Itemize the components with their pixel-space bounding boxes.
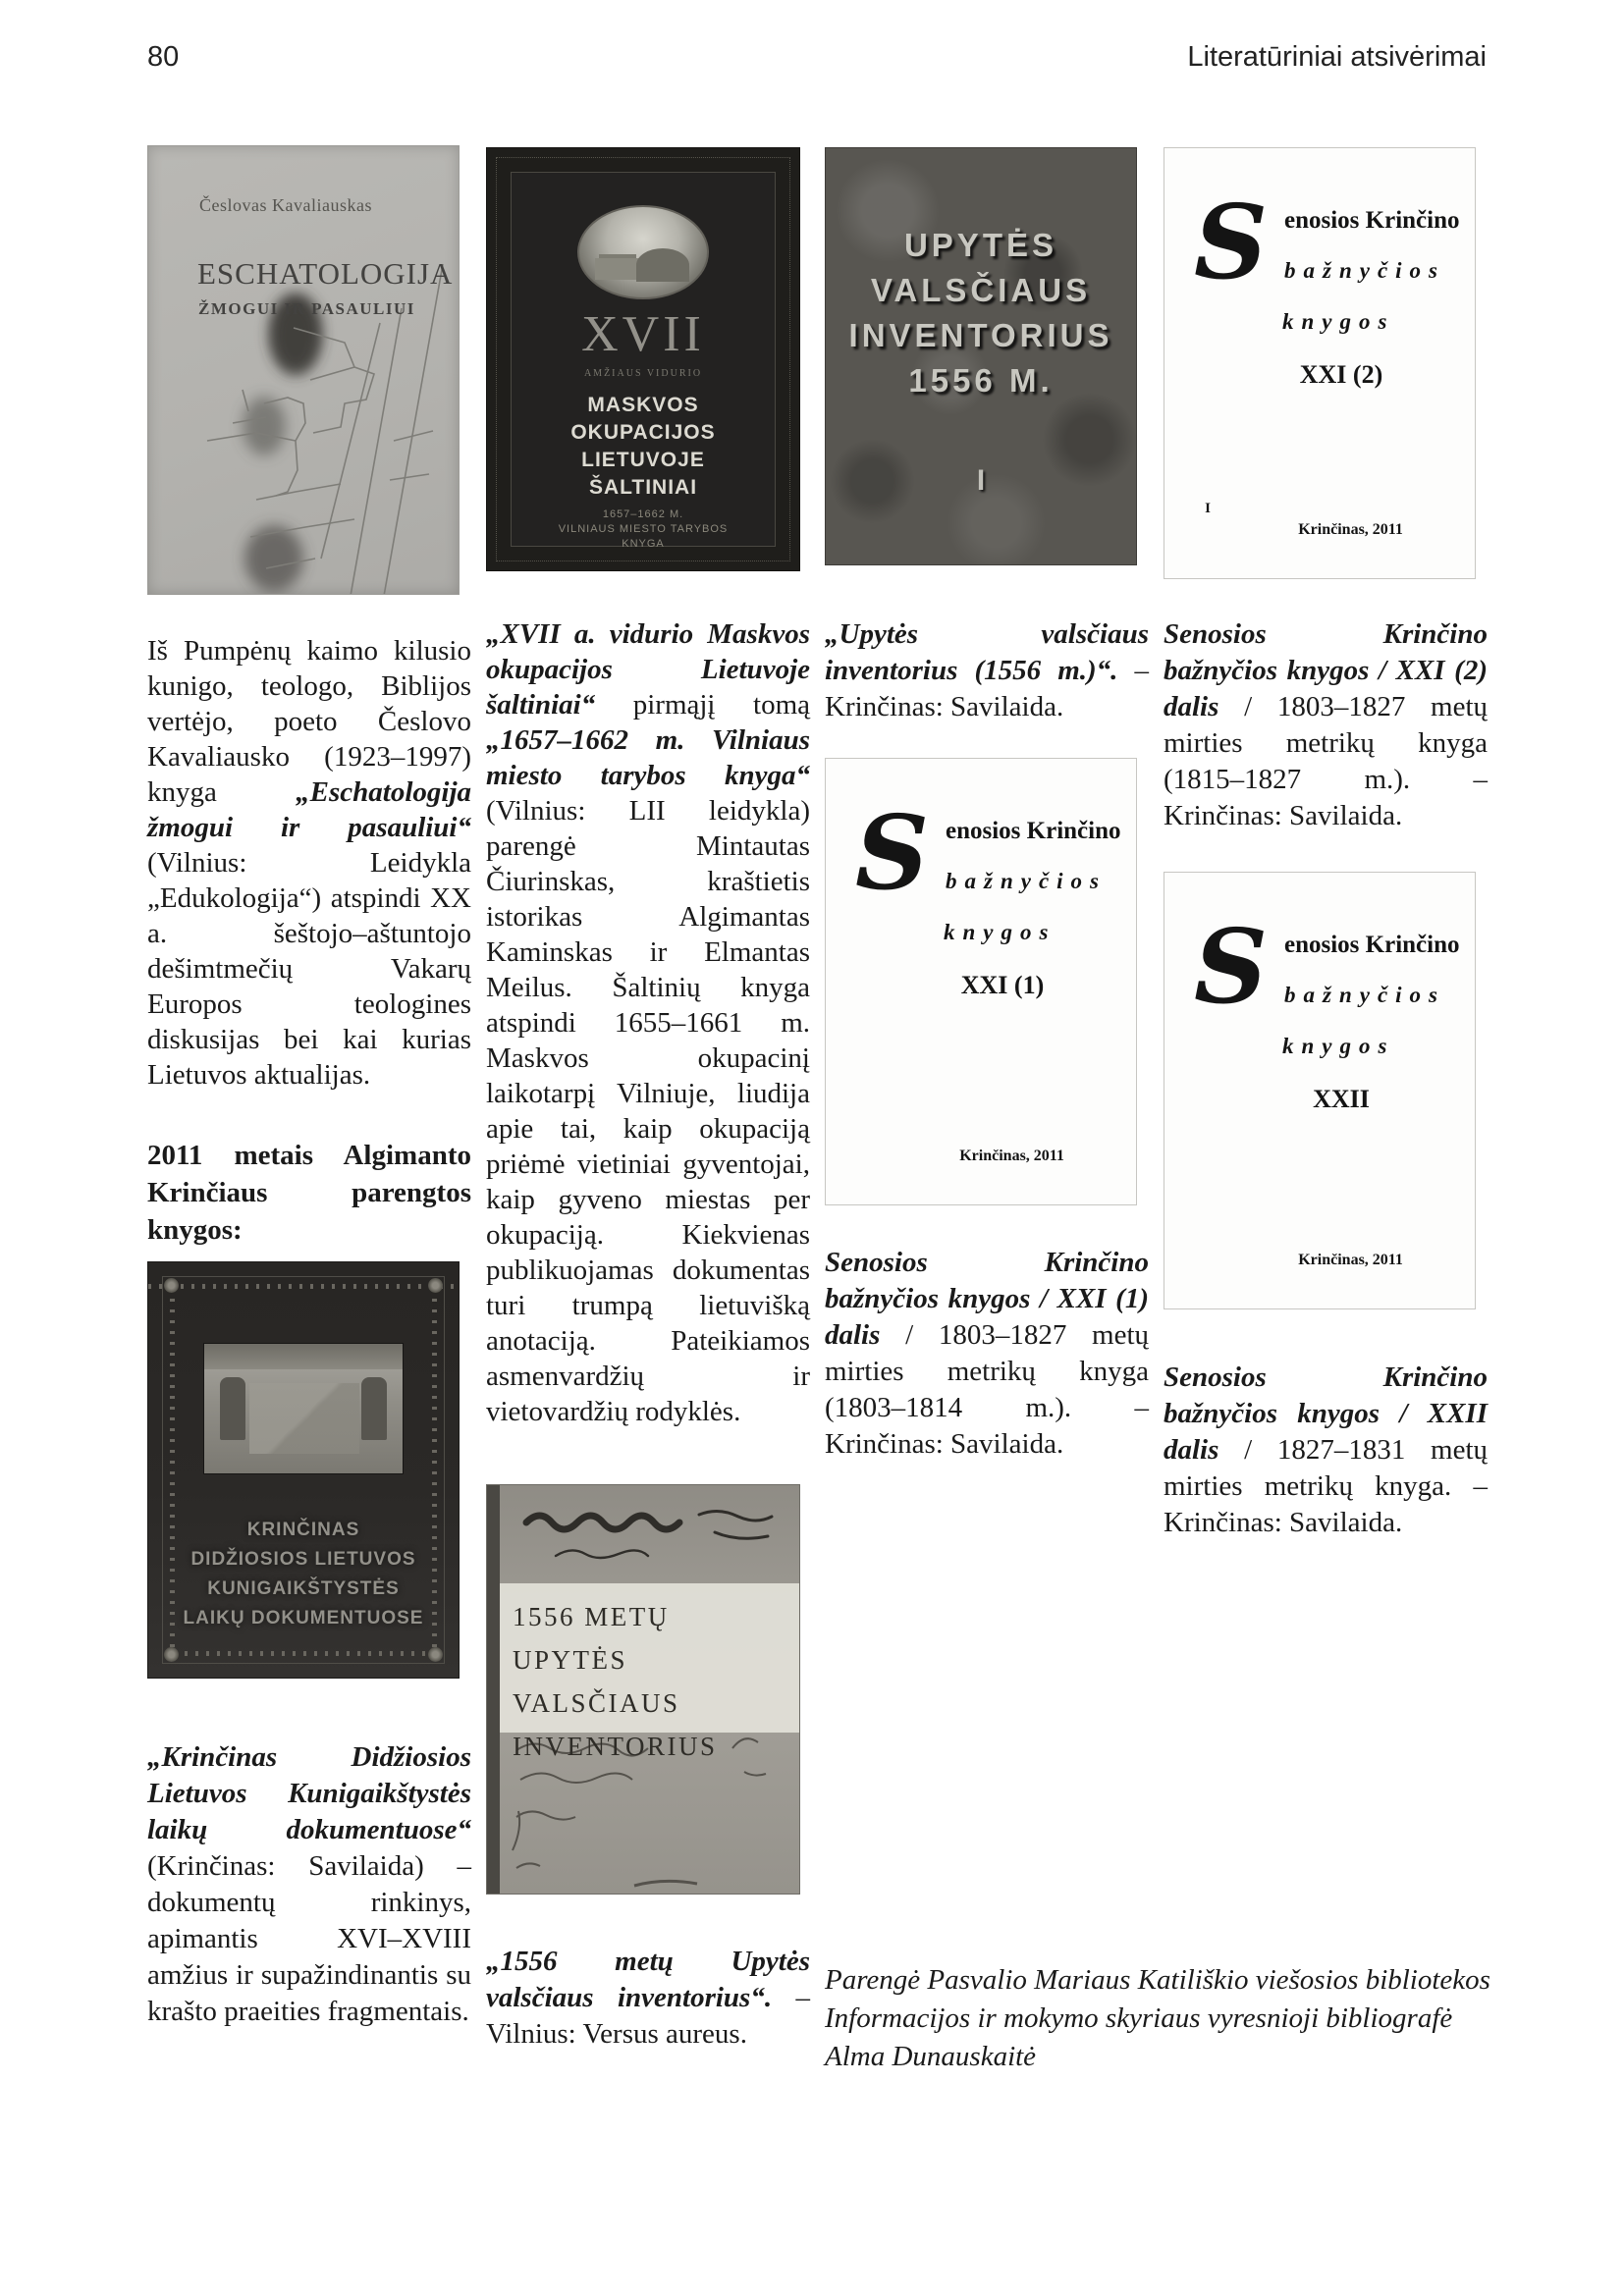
cover-corner-rosette [428,1278,443,1293]
cover-volume: XXI (1) [960,971,1045,999]
page-number: 80 [147,41,180,73]
column-1 [147,0,471,2296]
column-2 [486,0,810,2296]
cover-ornament-chain [174,1651,433,1656]
cover-imprint: Krinčinas, 2011 [959,1148,1064,1164]
editor-credit: Parengė Pasvalio Mariaus Katiliškio viešosios bibliotekos Informacijos ir mokymo skyriaus vyresnioji bibliografė Alma Dunauskaitė [825,1964,1490,2072]
caption-senosios-xxi-2: Senosios Krinčino bažnyčios knygos / XXI (2) dalis / 1803–1827 metų mirties metrikų knyga (1815–1827 m.). – Krinčinas: Savilaida. [1164,618,1488,831]
vignette-hill [636,248,689,282]
cover-author: Česlovas Kavaliauskas [199,195,372,215]
cover-century-roman: XVII [581,306,705,362]
books-2011-heading: 2011 metais Algimanto Krinčiaus parengtos knygos: [147,1140,471,1246]
photo-figure-right [361,1377,387,1440]
cover-oval-vignette [577,205,709,299]
cover-imprint: Krinčinas, 2011 [1298,521,1403,538]
cover-title-line: knygos [1282,309,1395,334]
cover-title-lines: KRINČINAS DIDŽIOSIOS LIETUVOS KUNIGAIKŠTYSTĖS LAIKŲ DOKUMENTUOSE [183,1520,424,1629]
cover-initial-s: S [1194,906,1269,1027]
book-cover-maskvos-okupacijos [486,147,800,571]
caption-senosios-xxi-1: Senosios Krinčino bažnyčios knygos / XXI (1) dalis / 1803–1827 metų mirties metrikų knyga (1803–1814 m.). – Krinčinas: Savilaida. [825,1247,1149,1460]
book-cover-senosios-xxi-2 [1164,147,1476,579]
book-cover-1556-inventorius [486,1484,800,1895]
cover-century-caption: AMŽIAUS VIDURIO [583,368,703,379]
vignette-building [595,258,640,280]
cover-volume-mark: I [976,464,986,497]
column-3 [825,0,1149,2296]
cover-corner-rosette [164,1647,179,1662]
cover-corner-rosette [164,1278,179,1293]
caption-1556-inventorius: „1556 metų Upytės valsčiaus inventorius“. – Vilnius: Versus aureus. [486,1946,810,2050]
cover-title-line: bažnyčios [946,869,1107,893]
cover-title-line: enosios Krinčino [946,818,1121,844]
cover-subtitle-lines: 1657–1662 M. VILNIAUS MIESTO TARYBOS KNYGA [558,508,729,550]
book-cover-senosios-xxi-1 [825,758,1137,1205]
cover-subtitle: ŽMOGUI IR PASAULIUI [198,299,415,318]
cover-ornament-chain [148,1284,459,1289]
cover-title-line: enosios Krinčino [1284,932,1460,958]
caption-krincinas-dokumentuose: „Krinčinas Didžiosios Lietuvos Kunigaikštystės laikų dokumentuose“ (Krinčinas: Savilaida) – dokumentų rinkinys, apimantis XVI–XVIII amžius ir supažindinantis su krašto praeities fragmentais. [147,1741,471,2027]
book-cover-senosios-xxii [1164,872,1476,1309]
cover-title-lines: MASKVOS OKUPACIJOS LIETUVOJE ŠALTINIAI [570,394,716,499]
cover-title-line: bažnyčios [1284,258,1445,283]
cover-initial-s: S [1194,182,1269,302]
cover-title-line: enosios Krinčino [1284,207,1460,234]
cover-photo-inset [203,1343,404,1474]
cover-title: ESCHATOLOGIJA [197,256,454,291]
book-cover-krincinas-dokumentuose [147,1261,460,1679]
cover-title-line: bažnyčios [1284,983,1445,1007]
cover-imprint: Krinčinas, 2011 [1298,1252,1403,1268]
photo-document [249,1383,359,1454]
caption-upytes-inventorius: „Upytės valsčiaus inventorius (1556 m.)“. – Krinčinas: Savilaida. [825,618,1150,722]
cover-spine-strip [487,1485,500,1894]
maskvos-paragraph: „XVII a. vidurio Maskvos okupacijos Lietuvoje šaltiniai“ pirmąjį tomą „1657–1662 m. Vilniaus miesto tarybos knyga“ (Vilnius: LII leidykla) parengė Mintautas Čiurinskas, kraštietis istorikas Algimantas Kaminskas ir Elmantas Meilus. Šaltinių knyga atspindi 1655–1661 m. Maskvos okupacinį laikotarpį Vilniuje, liudija apie tai, kaip okupaciją priėmė vietiniai gyventojai, kaip gyveno miestas per okupaciją. Kiekvienas publikuojamas dokumentas turi trumpą lietuvišką anotaciją. Pateikiamos asmenvardžių ir vietovardžių rodyklės. [486,618,810,1427]
cover-title-band [487,1583,799,1761]
cover-corner-rosette [428,1647,443,1662]
cover-initial-s: S [855,792,930,913]
cover-title-line: knygos [1282,1034,1395,1058]
book-cover-upytes-inventorius [825,147,1137,565]
cover-title-lines: UPYTĖS VALSČIAUS INVENTORIUS 1556 M. [848,227,1113,399]
cover-volume: XXII [1313,1085,1370,1113]
photo-figure-left [220,1377,245,1440]
column-4 [1164,0,1488,2296]
cover-title-line: knygos [944,920,1056,944]
caption-senosios-xxii: Senosios Krinčino bažnyčios knygos / XXII dalis / 1827–1831 metų mirties metrikų knyga. – Krinčinas: Savilaida. [1164,1362,1488,1538]
cover-title-lines: 1556 METŲ UPYTĖS VALSČIAUS INVENTORIUS [513,1602,718,1761]
section-title: Literatūriniai atsivėrimai [1187,41,1487,73]
photo-frieze [204,1344,403,1369]
book-cover-eschatologija [147,145,460,595]
intro-paragraph: Iš Pumpėnų kaimo kilusio kunigo, teologo, Biblijos vertėjo, poeto Česlovo Kavaliausko (1923–1997) knyga „Eschatologija žmogui ir pasauliui“ (Vilnius: Leidykla „Edukologija“) atspindi XX a. šeštojo–aštuntojo dešimtmečių Vakarų Europos teologines diskusijas bei kai kurias Lietuvos aktualijas. [147,635,471,1091]
cover-volume: XXI (2) [1299,360,1383,389]
cover-print-mark: I [1205,501,1211,516]
